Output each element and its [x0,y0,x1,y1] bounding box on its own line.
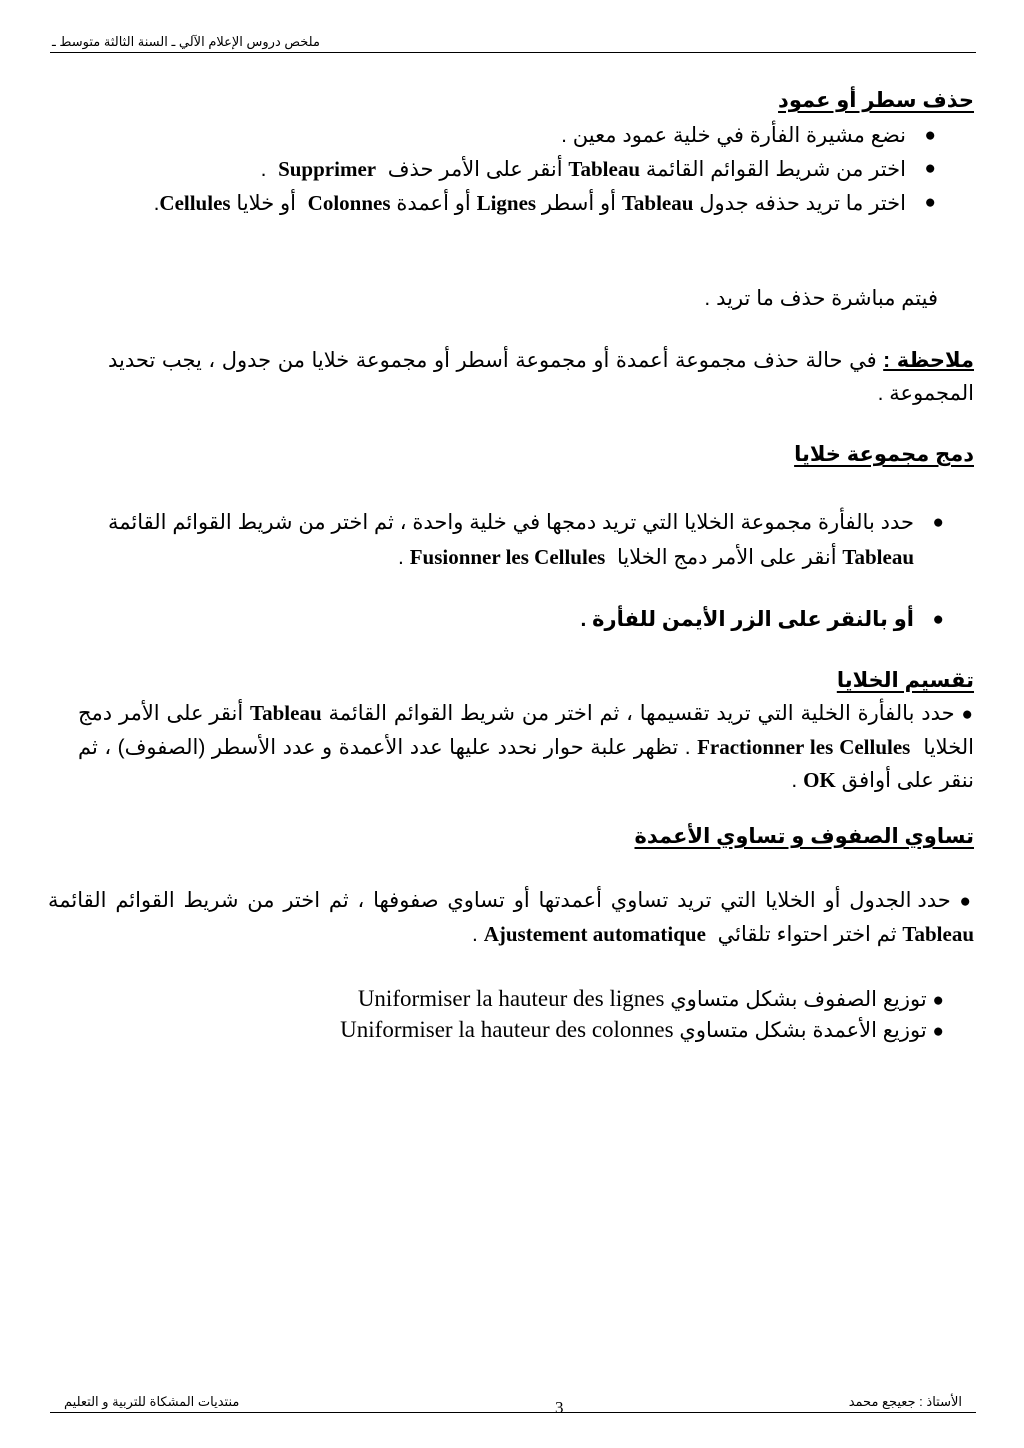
bullet-icon: ● [932,1021,944,1042]
section-title-delete: حذف سطر أو عمود [778,89,974,112]
equalize-paragraph: ● حدد الجدول أو الخلايا التي تريد تساوي أعمدتها أو تساوي صفوفها ، ثم اختر من شريط القوائم القائمة Tableau ثم اختر احتواء تلقائي Ajustement automatique . [48,889,975,946]
bullet-icon: ● [924,158,936,179]
section-title-split: تقسيم الخلايا [836,669,974,692]
bullet-icon: ● [932,990,944,1011]
list-item: ● توزيع الصفوف بشكل متساوي Uniformiser la hauteur des lignes [357,986,944,1011]
list-item: ● نضع مشيرة الفأرة في خلية عمود معين . [106,119,906,153]
page-header [50,28,976,53]
bullet-icon: ● [961,704,974,725]
list-item: ● أو بالنقر على الزر الأيمن للفأرة . [108,603,914,637]
split-paragraph: ● حدد بالفأرة الخلية التي تريد تقسيمها ، ثم اختر من شريط القوائم القائمة Tableau أنقر على الأمر دمج الخلايا Fractionner les Cellules . تظهر علبة حوار نحدد عليها عدد الأعمدة و عدد الأسطر (الصفوف) ، ثم ننقر على أوافق OK . [78,701,974,792]
bullet-icon: ● [932,512,944,533]
header-text: ملخص دروس الإعلام الآلي ـ السنة الثالثة متوسط ـ [52,34,320,49]
section-title-equalize: تساوي الصفوف و تساوي الأعمدة [634,825,974,848]
bullet-icon: ● [924,125,936,146]
bullet-icon: ● [932,609,944,630]
list-item: ● حدد بالفأرة مجموعة الخلايا التي تريد دمجها في خلية واحدة ، ثم اختر من شريط القوائم القائمة Tableau أنقر على الأمر دمج الخلايا Fusionner les Cellules . [108,506,914,575]
note-label: ملاحظة : [883,349,974,372]
bullet-icon: ● [924,192,936,213]
bullet-icon: ● [959,891,975,912]
footer-forum: منتديات المشكاة للتربية و التعليم [64,1394,240,1409]
footer-author: الأستاذ : جعيجع محمد [848,1394,962,1409]
note-paragraph: ملاحظة : في حالة حذف مجموعة أعمدة أو مجموعة أسطر أو مجموعة خلايا من جدول ، يجب تحديد المجموعة . [108,349,974,405]
page-number: 3 [555,1398,564,1417]
list-item: ● اختر ما تريد حذفه جدول Tableau أو أسطر Lignes أو أعمدة Colonnes أو خلايا Cellules. [106,186,906,221]
list-item: ● توزيع الأعمدة بشكل متساوي Uniformiser la hauteur des colonnes [340,1017,944,1042]
list-item: ● اختر من شريط القوائم القائمة Tableau أنقر على الأمر حذف Supprimer . [106,152,906,187]
page-footer [50,1390,976,1417]
paragraph: فيتم مباشرة حذف ما تريد . [704,287,938,310]
section-title-merge: دمج مجموعة خلايا [794,443,974,466]
